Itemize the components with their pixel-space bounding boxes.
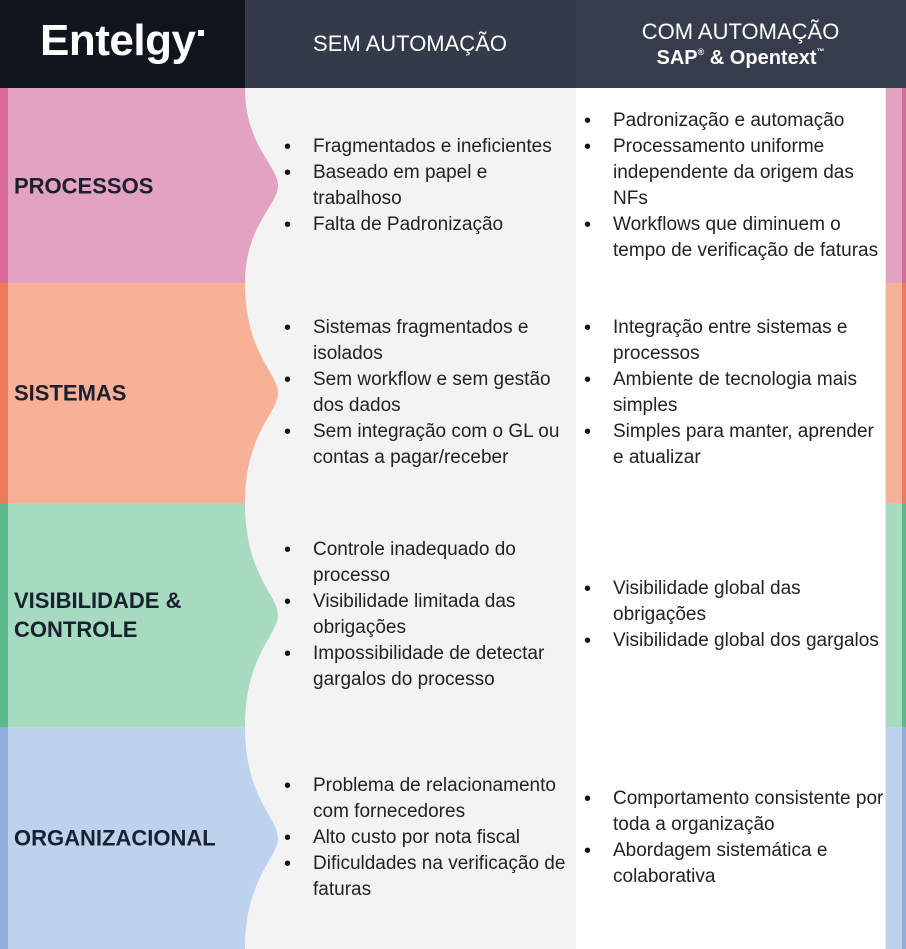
category-cell: [0, 88, 278, 283]
category-left-strip: [0, 727, 8, 949]
list-item: • Controle inadequado do processo: [280, 537, 572, 589]
row-right-strip: [885, 283, 906, 503]
logo-area: [0, 0, 245, 88]
com-list: [580, 786, 886, 890]
sem-list: [280, 134, 572, 238]
list-item: • Sem workflow e sem gestão dos dados: [280, 367, 572, 419]
table-row: [0, 503, 906, 727]
header-com-brands: [656, 47, 824, 70]
category-left-strip: [0, 88, 8, 283]
logo-text: Entelgy: [40, 16, 196, 65]
header-com-automacao: [575, 0, 906, 88]
list-item: • Impossibilidade de detectar gargalos do processo: [280, 641, 572, 693]
category-cell: [0, 503, 278, 727]
list-item: • Visibilidade global das obrigações: [580, 576, 886, 628]
trademark-mark: ™: [816, 46, 825, 56]
table-row: [0, 727, 906, 949]
category-cell: [0, 283, 278, 503]
category-label: VISIBILIDADE & CONTROLE: [14, 588, 182, 642]
header-com-label: COM AUTOMAÇÃO: [641, 18, 840, 44]
list-item: • Workflows que diminuem o tempo de verificação de faturas: [580, 212, 886, 264]
table-header: [0, 0, 906, 88]
table-row: [0, 88, 906, 283]
category-cell: [0, 727, 278, 949]
header-sem-automacao: [245, 0, 575, 88]
com-automacao-cell: [576, 503, 886, 727]
category-label: SISTEMAS: [14, 380, 127, 406]
category-left-strip: [0, 503, 8, 727]
list-item: • Dificuldades na verificação de faturas: [280, 851, 572, 903]
category-label: ORGANIZACIONAL: [14, 825, 216, 851]
row-right-strip: [885, 503, 906, 727]
sem-list: [280, 315, 572, 471]
list-item: • Padronização e automação: [580, 108, 886, 134]
list-item: • Falta de Padronização: [280, 212, 572, 238]
opentext-label: & Opentext: [704, 46, 817, 69]
category-label: PROCESSOS: [14, 173, 154, 198]
sem-automacao-cell: [280, 727, 572, 949]
entelgy-logo: [40, 16, 204, 66]
category-left-strip: [0, 283, 8, 503]
list-item: • Processamento uniforme independente da origem das NFs: [580, 134, 886, 212]
row-right-strip: [885, 727, 906, 949]
list-item: • Visibilidade global dos gargalos: [580, 628, 886, 654]
list-item: • Integração entre sistemas e processos: [580, 315, 886, 367]
com-list: [580, 576, 886, 654]
sem-automacao-cell: [280, 503, 572, 727]
list-item: • Fragmentados e ineficientes: [280, 134, 572, 160]
row-right-strip: [885, 88, 906, 283]
logo-dot: [198, 30, 204, 36]
list-item: • Problema de relacionamento com fornecedores: [280, 773, 572, 825]
registered-mark: ®: [697, 46, 705, 57]
header-sem-label: SEM AUTOMAÇÃO: [313, 31, 507, 56]
list-item: • Visibilidade limitada das obrigações: [280, 589, 572, 641]
list-item: • Sistemas fragmentados e isolados: [280, 315, 572, 367]
sem-automacao-cell: [280, 88, 572, 283]
list-item: • Sem integração com o GL ou contas a pagar/receber: [280, 419, 572, 471]
list-item: • Abordagem sistemática e colaborativa: [580, 838, 886, 890]
com-automacao-cell: [576, 727, 886, 949]
com-list: [580, 315, 886, 471]
list-item: • Simples para manter, aprender e atualizar: [580, 419, 886, 471]
list-item: • Alto custo por nota fiscal: [280, 825, 572, 851]
list-item: • Ambiente de tecnologia mais simples: [580, 367, 886, 419]
com-automacao-cell: [576, 283, 886, 503]
sap-label: SAP: [656, 46, 698, 69]
list-item: • Comportamento consistente por toda a organização: [580, 786, 886, 838]
sem-automacao-cell: [280, 283, 572, 503]
table-row: [0, 283, 906, 503]
sem-list: [280, 537, 572, 693]
com-list: [580, 108, 886, 264]
sem-list: [280, 773, 572, 903]
com-automacao-cell: [576, 88, 886, 283]
list-item: • Baseado em papel e trabalhoso: [280, 160, 572, 212]
